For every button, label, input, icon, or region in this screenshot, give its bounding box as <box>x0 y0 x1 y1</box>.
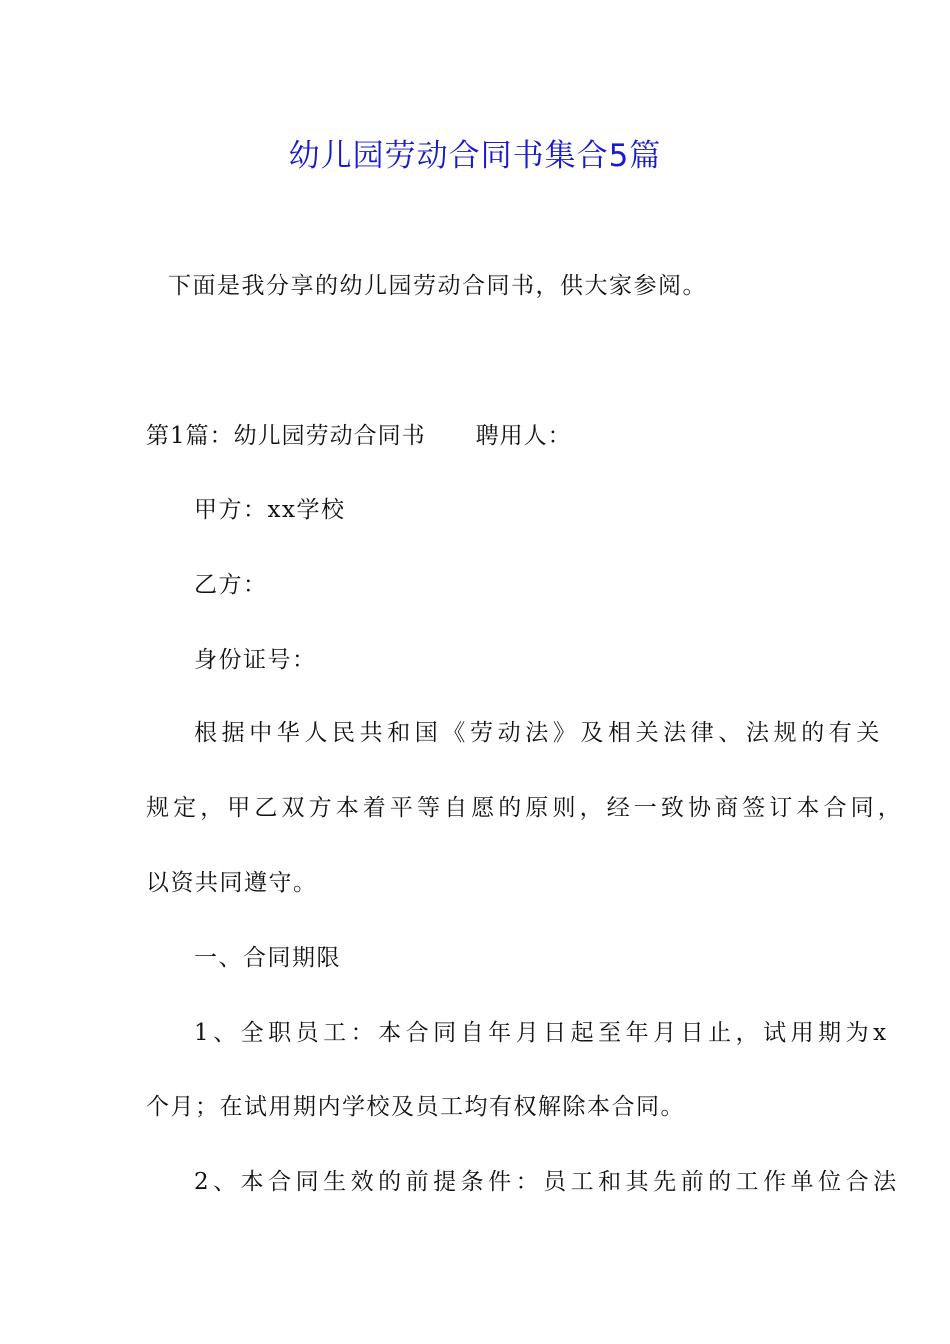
id-number-line: 身份证号： <box>194 647 317 673</box>
item2-line1: 2、本合同生效的前提条件：员工和其先前的工作单位合法 <box>194 1169 901 1195</box>
intro-paragraph: 下面是我分享的幼儿园劳动合同书，供大家参阅。 <box>168 273 707 299</box>
item1-line2: 个月；在试用期内学校及员工均有权解除本合同。 <box>146 1094 685 1120</box>
paragraph1-line1: 根据中华人民共和国《劳动法》及相关法律、法规的有关 <box>194 720 884 746</box>
section-heading: 第1篇：幼儿园劳动合同书 <box>146 423 426 449</box>
document-title: 幼儿园劳动合同书集合5篇 <box>288 138 662 174</box>
paragraph1-line2: 规定，甲乙双方本着平等自愿的原则，经一致协商签订本合同， <box>146 795 905 821</box>
party-b-line: 乙方： <box>194 572 268 598</box>
section-heading-line <box>146 420 572 452</box>
paragraph1-line3: 以资共同遵守。 <box>146 870 318 896</box>
clause1-heading: 一、合同期限 <box>194 945 341 971</box>
party-a-line: 甲方：xx学校 <box>194 497 346 523</box>
employer-label: 聘用人： <box>475 423 572 449</box>
item1-line1: 1、全职员工：本合同自年月日起至年月日止，试用期为x <box>194 1020 891 1046</box>
